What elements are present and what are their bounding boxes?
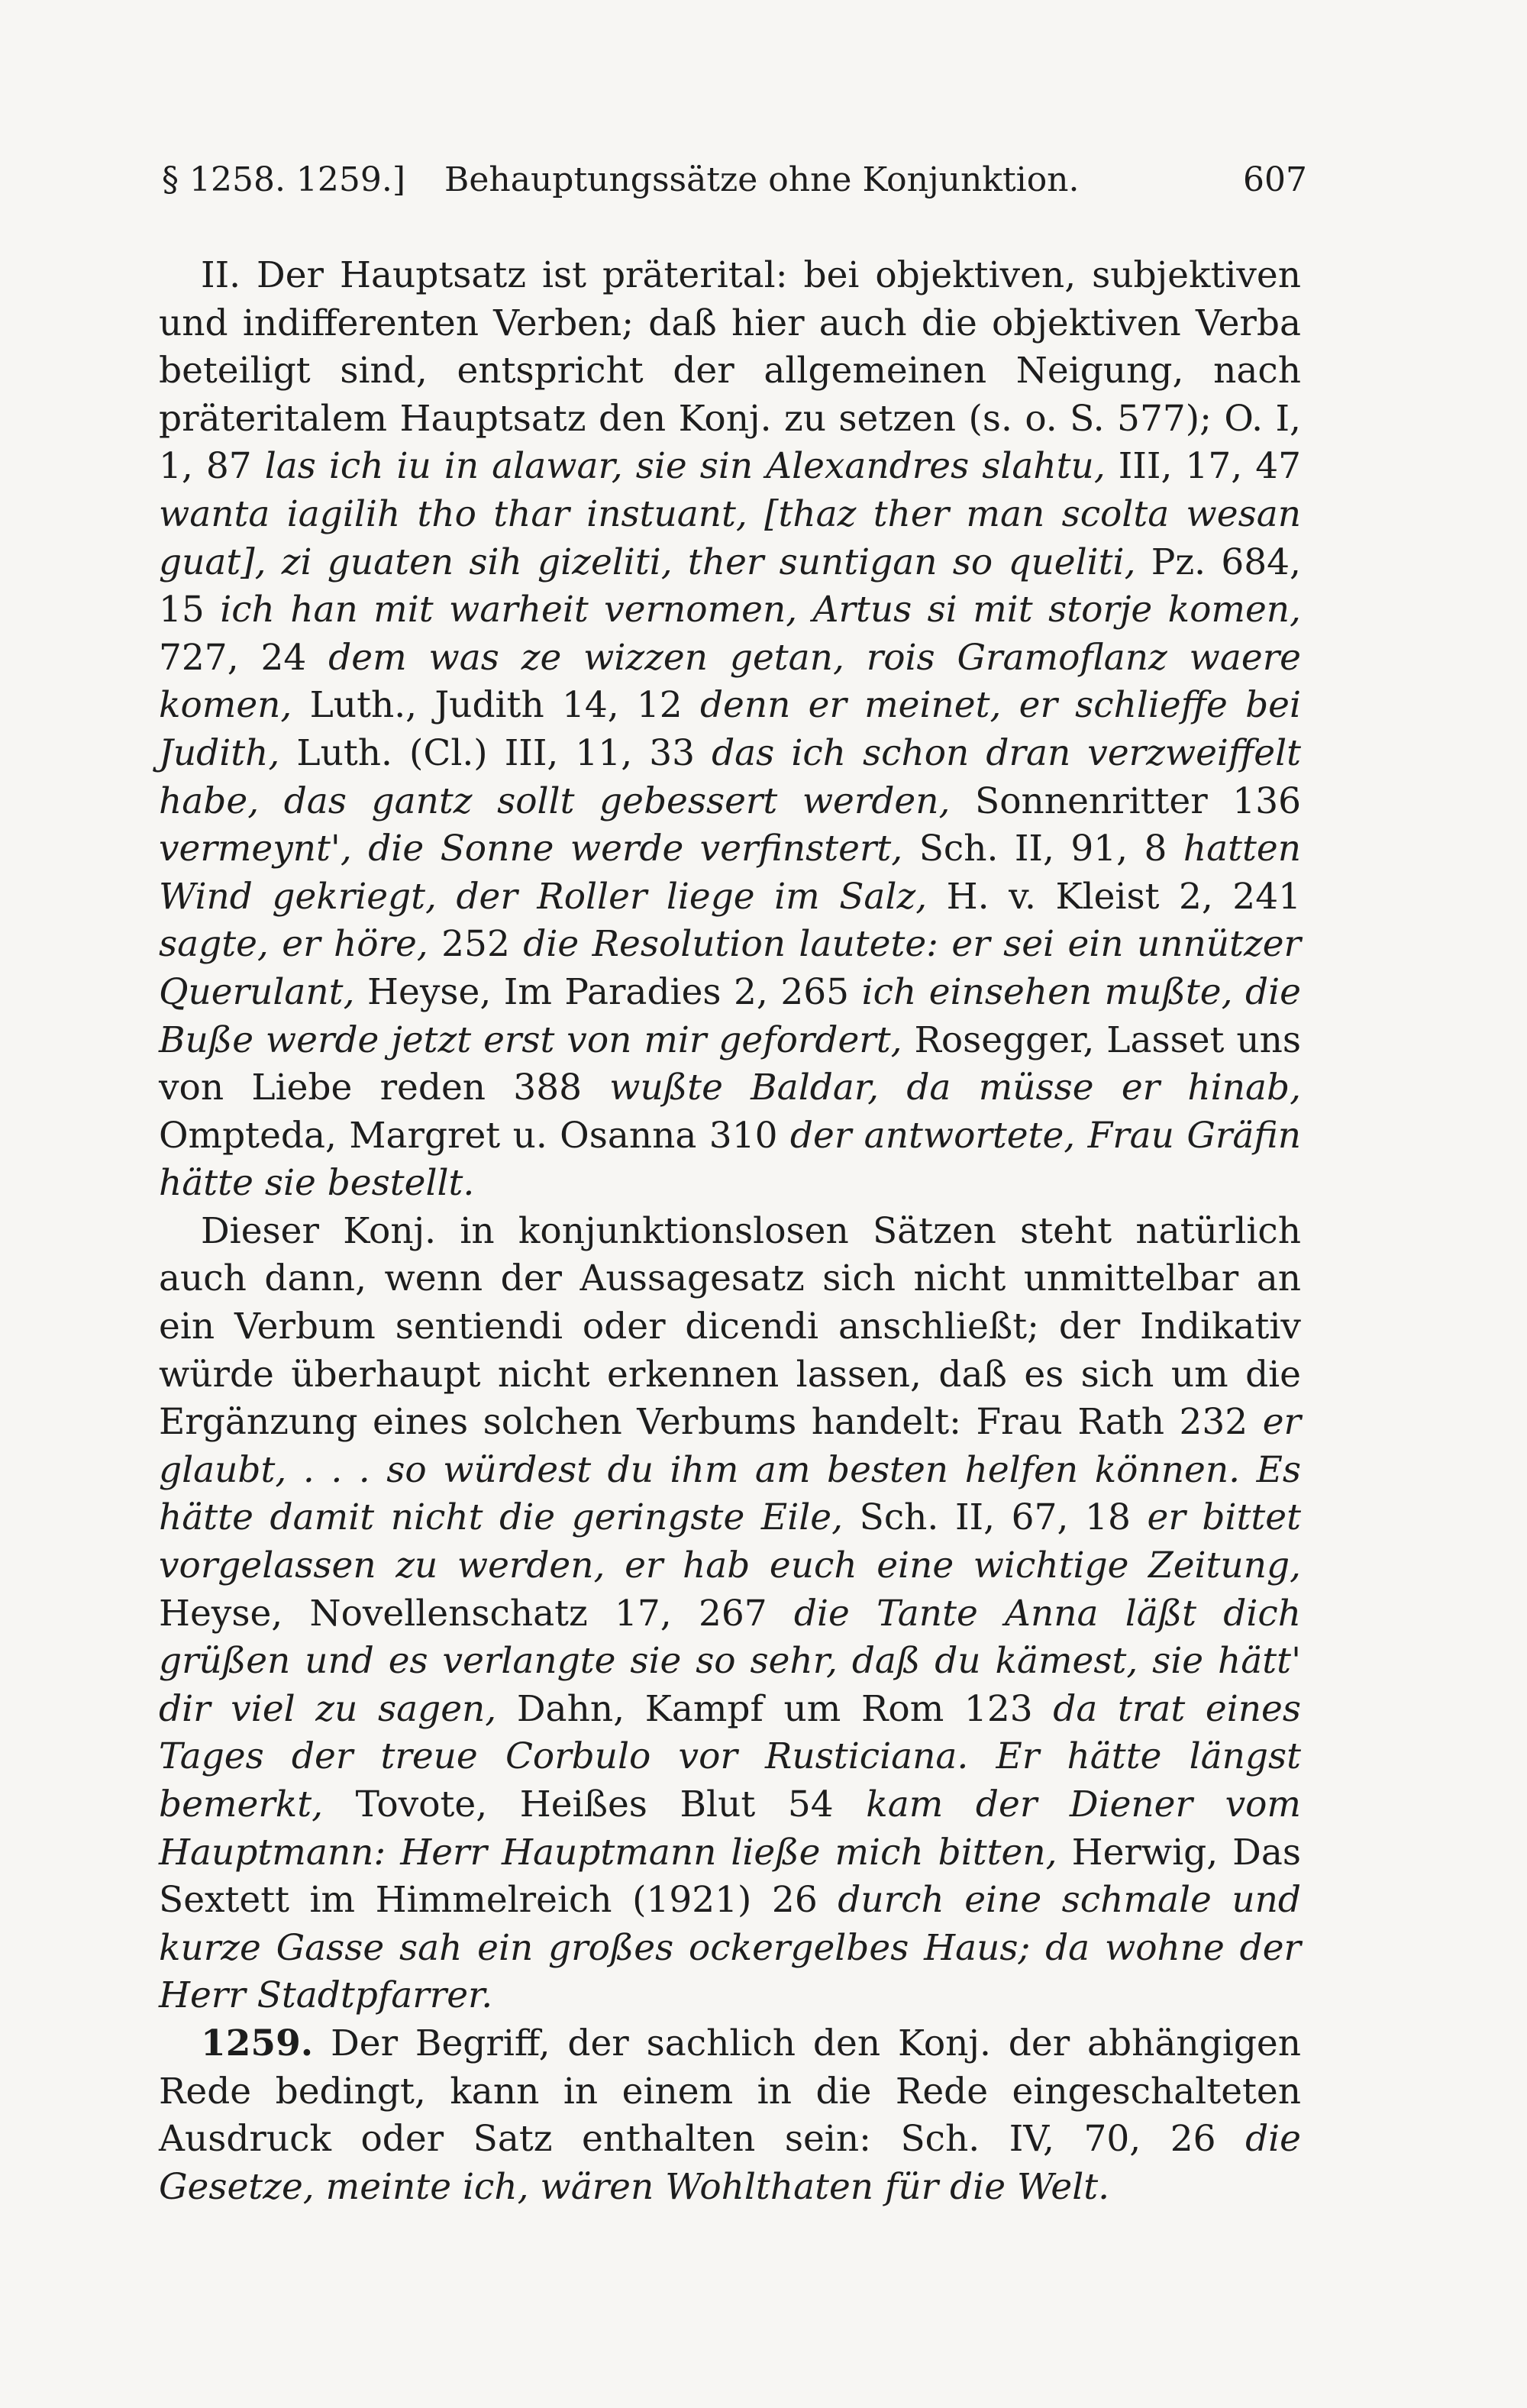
body-text: Sch. II, 91, 8 xyxy=(902,828,1183,870)
quoted-example: ich han mit warheit vernomen, Artus si mit storje komen, xyxy=(220,589,1301,631)
quoted-example: die Resolution lautete: er sei ein unnützer Querulant, xyxy=(159,923,1301,1013)
quoted-example: die Tante Anna läßt dich grüßen und es verlangte sie so sehr, daß du kämest, sie hätt' dir viel zu sagen, xyxy=(159,1592,1302,1730)
quoted-example: er glaubt, . . . so würdest du ihm am besten helfen können. Es hätte damit nicht die geringste Eile, xyxy=(159,1401,1301,1539)
body-text: Der Begriff, der sachlich den Konj. der abhängigen Rede bedingt, kann in einem in die Rede eingeschalteten Ausdruck oder Satz enthalten sein: Sch. IV, 70, 26 xyxy=(159,2022,1301,2161)
quoted-example: da trat eines Tages der treue Corbulo vor Rusticiana. Er hätte längst bemerkt, xyxy=(159,1687,1301,1825)
paragraph-1 xyxy=(159,252,1301,1208)
body-text: Sch. II, 67, 18 xyxy=(843,1496,1148,1539)
quoted-example: las ich iu in alawar, sie sin Alexandres slahtu, xyxy=(264,445,1106,488)
running-header xyxy=(162,160,1307,206)
body-text: Tovote, Heißes Blut 54 xyxy=(323,1783,867,1825)
quoted-example: er bittet vorgelassen zu werden, er hab euch eine wichtige Zeitung, xyxy=(159,1496,1301,1587)
body-text: Dieser Konj. in konjunktionslosen Sätzen steht natürlich auch dann, wenn der Aussagesatz sich nicht unmittelbar an ein Verbum sentiendi oder dicendi anschließt; der Indikativ würde überhaupt nicht erkennen lassen, daß es sich um die Ergänzung eines solchen Verbums handelt: Frau Rath 232 xyxy=(159,1209,1301,1444)
body-text: 252 xyxy=(428,923,524,966)
quoted-example: vermeynt', die Sonne werde verfinstert, xyxy=(159,828,903,870)
body-text: Luth., Judith 14, 12 xyxy=(292,684,700,727)
quoted-example: denn er meinet, er schlieffe bei Judith, xyxy=(159,684,1302,774)
quoted-example: durch eine schmale und kurze Gasse sah ein großes ockergelbes Haus; da wohne der Herr Stadtpfarrer. xyxy=(159,1879,1301,2017)
body-text: Rosegger, Lasset uns von Liebe reden 388 xyxy=(159,1018,1301,1109)
page-number: 607 xyxy=(1243,160,1307,199)
body-text: Ompteda, Margret u. Osanna 310 xyxy=(159,1114,790,1157)
quoted-example: dem was ze wizzen getan, rois Gramoflanz waere komen, xyxy=(159,636,1301,727)
body-text: Pz. 684, 15 xyxy=(159,541,1301,631)
quoted-example: ich einsehen mußte, die Buße werde jetzt erst von mir gefordert, xyxy=(159,970,1301,1061)
body-text: 727, 24 xyxy=(159,636,329,679)
body-text: III, 17, 47 xyxy=(1105,445,1301,488)
section-number: 1259. xyxy=(201,2022,314,2064)
quoted-example: kam der Diener vom Hauptmann: Herr Hauptmann ließe mich bitten, xyxy=(159,1783,1301,1874)
body-text: Sonnenritter 136 xyxy=(950,780,1301,822)
paragraph-2 xyxy=(159,1208,1301,2020)
body-text: Herwig, Das Sextett im Himmelreich (1921) 26 xyxy=(159,1831,1301,1922)
section-reference: § 1258. 1259.] xyxy=(162,160,406,199)
quoted-example: wußte Baldar, da müsse er hinab, xyxy=(609,1067,1302,1109)
running-title: Behauptungssätze ohne Konjunktion. xyxy=(444,160,1080,199)
quoted-example: die Gesetze, meinte ich, wären Wohlthaten für die Welt. xyxy=(159,2118,1301,2208)
page-body xyxy=(159,252,1301,2211)
body-text: Heyse, Novellenschatz 17, 267 xyxy=(159,1592,794,1635)
body-text: H. v. Kleist 2, 241 xyxy=(927,875,1301,918)
body-text: II. Der Hauptsatz ist präterital: bei objektiven, subjektiven und indifferenten Verben; daß hier auch die objektiven Verba beteiligt sind, entspricht der allgemeinen Neigung, nach präteritalem Hauptsatz den Konj. zu setzen (s. o. S. 577); O. I, 1, 87 xyxy=(159,254,1301,488)
quoted-example: hatten Wind gekriegt, der Roller liege im Salz, xyxy=(159,828,1302,918)
quoted-example: wanta iagilih tho thar instuant, [thaz ther man scolta wesan guat], zi guaten sih gizeliti, ther suntigan so queliti, xyxy=(159,492,1301,583)
quoted-example: der antwortete, Frau Gräfin hätte sie bestellt. xyxy=(159,1114,1301,1205)
quoted-example: das ich schon dran verzweiffelt habe, das gantz sollt gebessert werden, xyxy=(159,731,1301,822)
body-text: Luth. (Cl.) III, 11, 33 xyxy=(279,731,712,774)
body-text: Heyse, Im Paradies 2, 265 xyxy=(354,970,862,1013)
paragraph-1259 xyxy=(159,2020,1301,2211)
body-text: Dahn, Kampf um Rom 123 xyxy=(496,1687,1054,1730)
quoted-example: sagte, er höre, xyxy=(159,923,428,966)
